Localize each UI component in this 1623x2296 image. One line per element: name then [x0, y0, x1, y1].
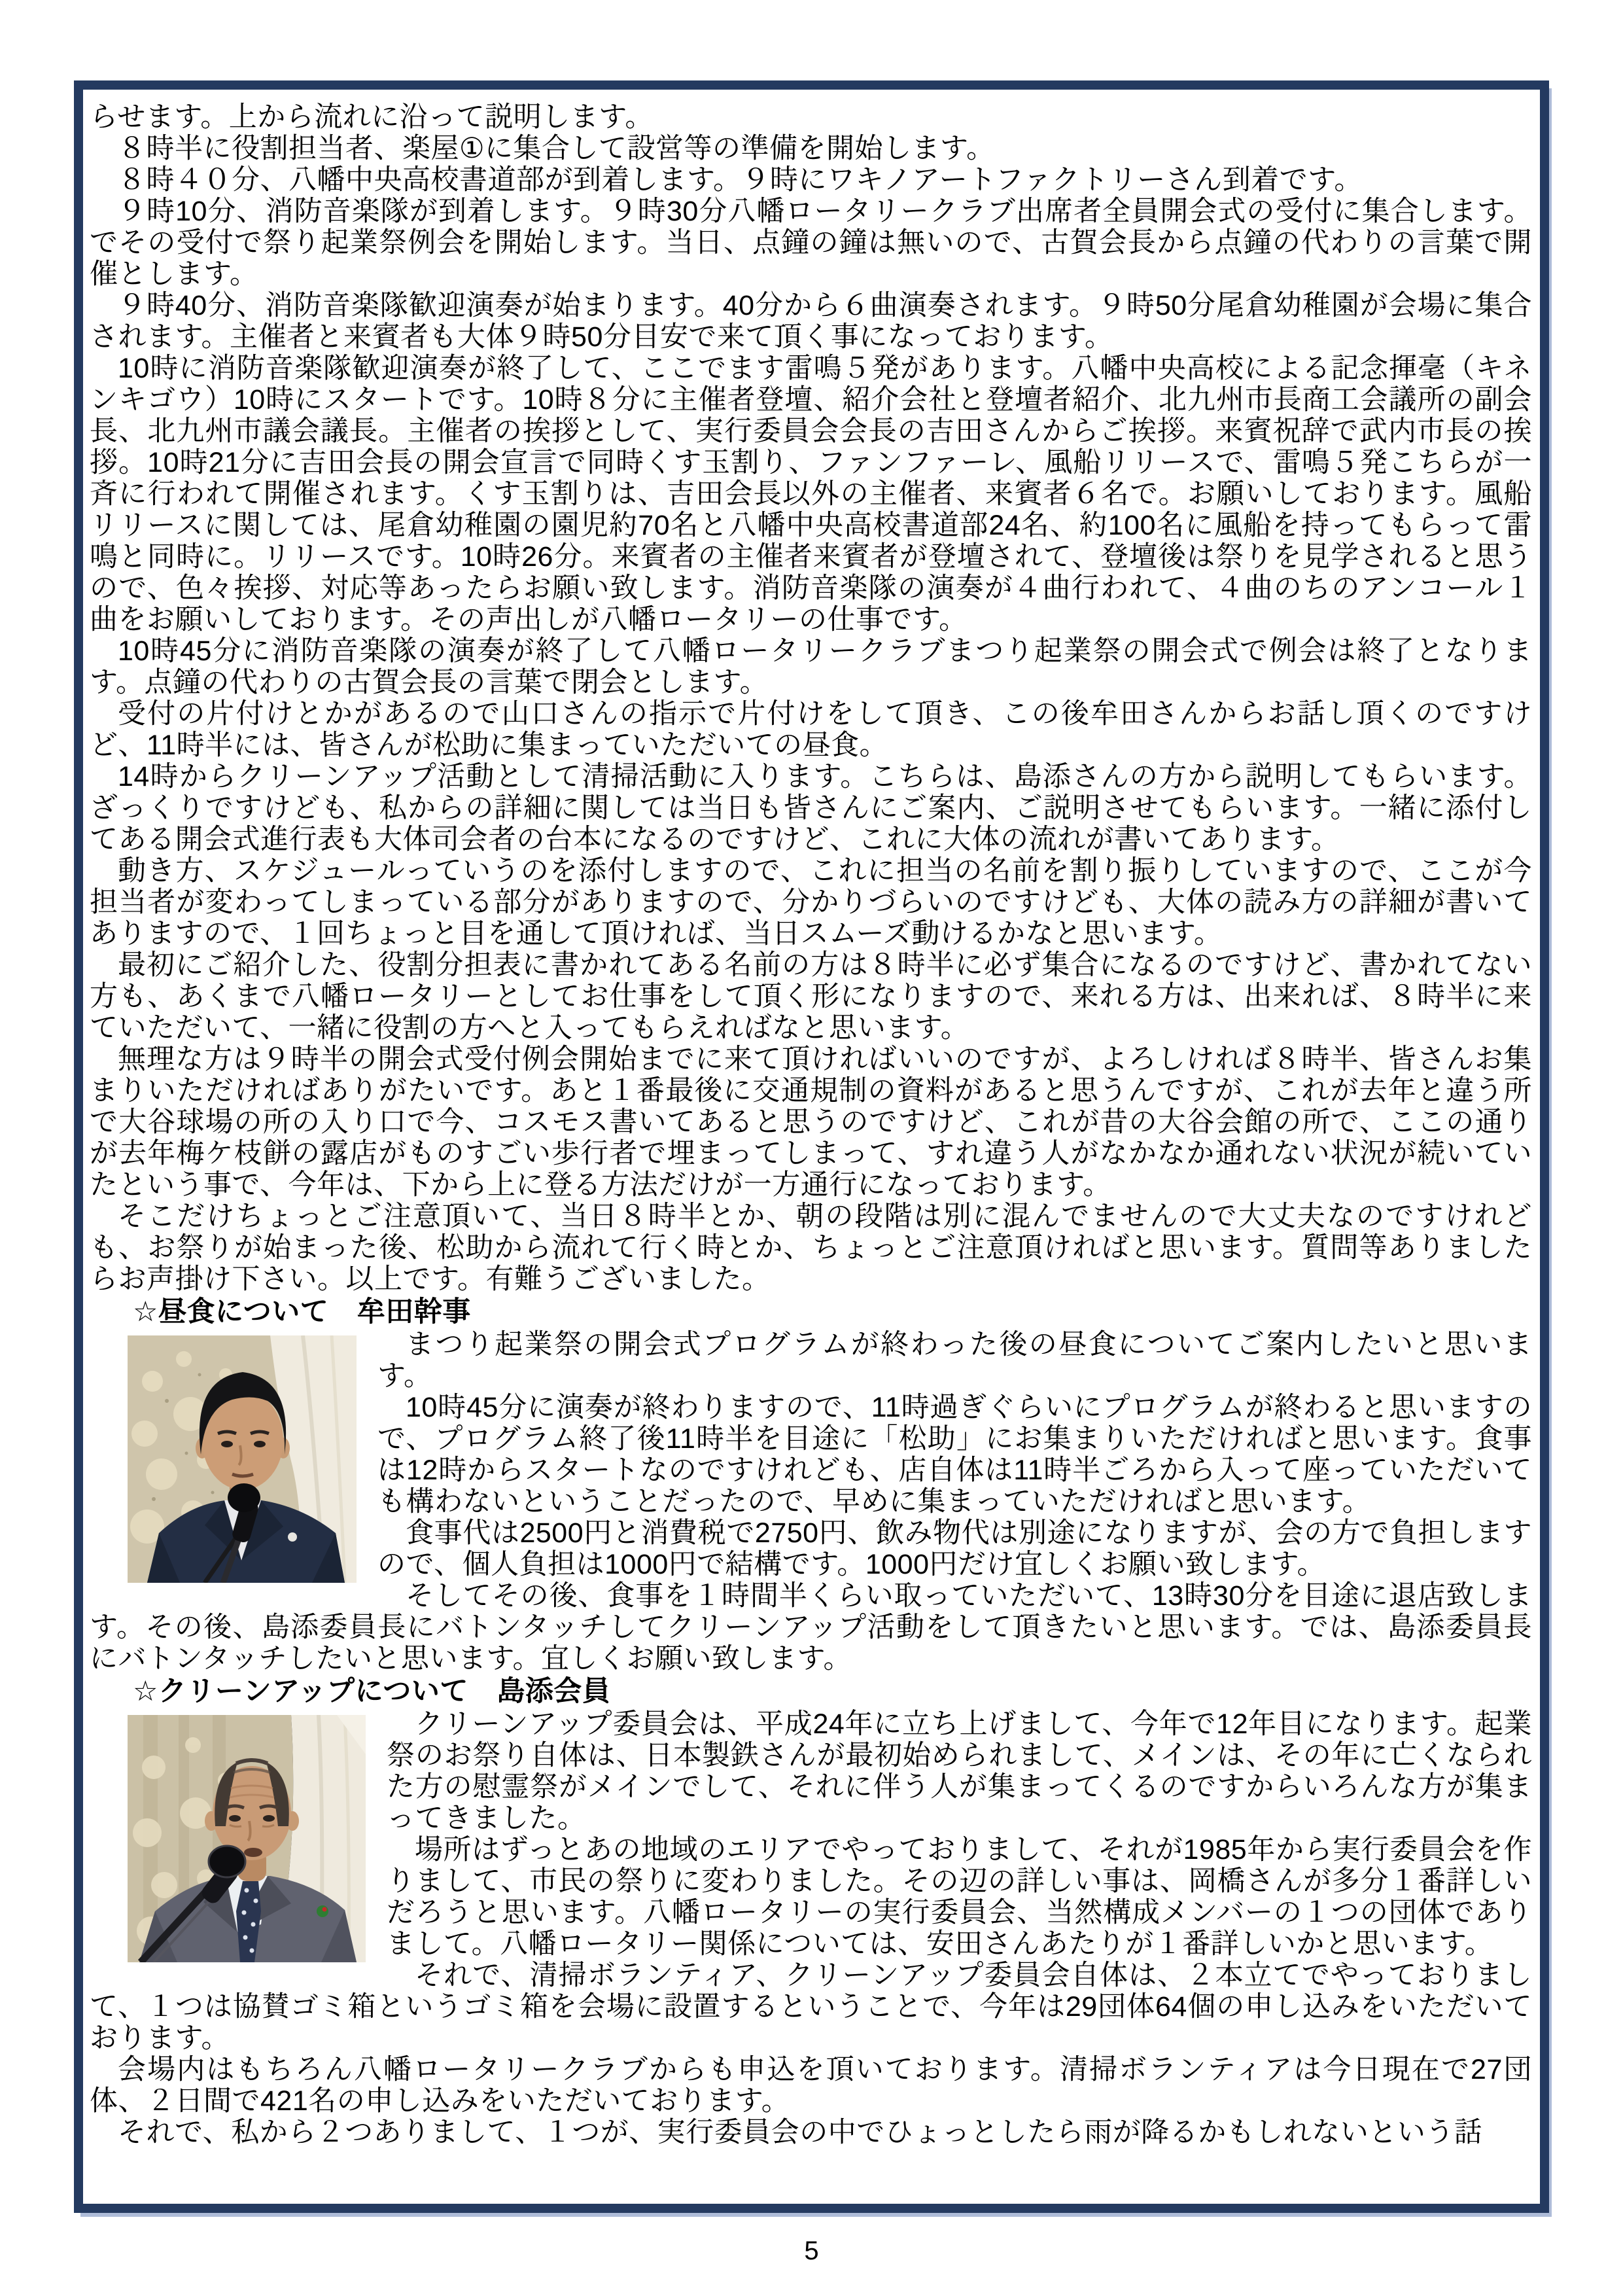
section-paragraph: それで、私から２つありまして、１つが、実行委員会の中でひょっとしたら雨が降るかもしれないという話 — [118, 2117, 1483, 2148]
body-paragraph: ８時４０分、八幡中央高校書道部が到着します。９時にワキノアートファクトリーさん到着です。 — [118, 164, 1363, 196]
shimazoe-photo-illustration — [128, 1715, 366, 1962]
body-paragraph: ８時半に役割担当者、楽屋①に集合して設営等の準備を開始します。 — [118, 133, 995, 164]
body-paragraph: 14時からクリーンアップ活動として清掃活動に入ります。こちらは、島添さんの方から説明してもらいます。ざっくりですけども、私からの詳細に関しては当日も皆さんにご案内、ご説明させてもらいます。一緒に添付してある開会式進行表も大体司会者の台本になるのですけど、これに大体の流れが書いてあります。 — [90, 761, 1532, 855]
body-paragraph: 10時45分に消防音楽隊の演奏が終了して八幡ロータリークラブまつり起業祭の開会式で例会は終了となります。点鐘の代わりの古賀会長の言葉で閉会とします。 — [90, 635, 1532, 698]
body-paragraph: 無理な方は９時半の開会式受付例会開始までに来て頂ければいいのですが、よろしければ８時半、皆さんお集まりいただければありがたいです。あと１番最後に交通規制の資料があると思うんですが、これが去年と違う所で大谷球場の所の入り口で今、コスモス書いてあると思うのですけど、これが昔の大谷会館の所で、ここの通りが去年梅ケ枝餅の露店がものすごい歩行者で埋まってしまって、すれ違う人がなかなか通れない状況が続いていたという事で、今年は、下から上に登る方法だけが一方通行になっております。 — [90, 1044, 1532, 1201]
section-heading-cleanup: ☆クリーンアップについて 島添会員 — [133, 1676, 611, 1707]
page-content — [83, 90, 1540, 2204]
body-paragraph: 動き方、スケジュールっていうのを添付しますので、これに担当の名前を割り振りしていますので、ここが今担当者が変わってしまっている部分がありますので、分かりづらいのですけども、大体の読み方の詳細が書いてありますので、１回ちょっと目を通して頂ければ、当日スムーズ動けるかなと思います。 — [90, 855, 1532, 949]
section-paragraph: それで、清掃ボランティア、クリーンアップ委員会自体は、２本立てでやっておりまして、１つは協賛ゴミ箱というゴミ箱を会場に設置するということで、今年は29団体64個の申し込みをいただいております。 — [90, 1960, 1532, 2054]
section-paragraph: 場所はずっとあの地域のエリアでやっておりまして、それが1985年から実行委員会を作りまして、市民の祭りに変わりました。その辺の詳しい事は、岡橋さんが多分１番詳しいだろうと思います。八幡ロータリーの実行委員会、当然構成メンバーの１つの団体でありまして。八幡ロータリー関係については、安田さんあたりが１番詳しいかと思います。 — [387, 1834, 1532, 1960]
body-paragraph: ９時40分、消防音楽隊歓迎演奏が始まります。40分から６曲演奏されます。９時50分尾倉幼稚園が会場に集合されます。主催者と来賓者も大体９時50分目安で来て頂く事になっております。 — [90, 290, 1532, 353]
section-paragraph: 食事代は2500円と消費税で2750円、飲み物代は別途になりますが、会の方で負担しますので、個人負担は1000円で結構です。1000円だけ宜しくお願い致します。 — [377, 1517, 1532, 1580]
body-paragraph: らせます。上から流れに沿って説明します。 — [90, 101, 654, 133]
body-paragraph: 最初にご紹介した、役割分担表に書かれてある名前の方は８時半に必ず集合になるのですけど、書かれてない方も、あくまで八幡ロータリーとしてお仕事をして頂く形になりますので、来れる方は、出来れば、８時半に来ていただいて、一緒に役割の方へと入ってもらえればなと思います。 — [90, 949, 1532, 1044]
muta-photo-illustration — [128, 1335, 357, 1583]
section-lunch — [90, 1329, 1532, 1674]
section-paragraph: 会場内はもちろん八幡ロータリークラブからも申込を頂いております。清掃ボランティアは今日現在で27団体、２日間で421名の申し込みをいただいております。 — [90, 2054, 1532, 2117]
lapel-pin — [317, 1905, 328, 1917]
body-paragraph: 10時に消防音楽隊歓迎演奏が終了して、ここでます雷鳴５発があります。八幡中央高校による記念揮毫（キネンキゴウ）10時にスタートです。10時８分に主催者登壇、紹介会社と登壇者紹介、北九州市長商工会議所の副会長、北九州市議会議長。主催者の挨拶として、実行委員会会長の吉田さんからご挨拶。来賓祝辞で武内市長の挨拶。10時21分に吉田会長の開会宣言で同時くす玉割り、ファンファーレ、風船リリースで、雷鳴５発こちらが一斉に行われて開催されます。くす玉割りは、吉田会長以外の主催者、来賓者６名で。お願いしております。風船リリースに関しては、尾倉幼稚園の園児約70名と八幡中央高校書道部24名、約100名に風船を持ってもらって雷鳴と同時に。リリースです。10時26分。来賓者の主催者来賓者が登壇されて、登壇後は祭りを見学されると思うので、色々挨拶、対応等あったらお願い致します。消防音楽隊の演奏が４曲行われて、４曲のちのアンコール１曲をお願いしております。その声出しが八幡ロータリーの仕事です。 — [90, 353, 1532, 635]
page-border-frame — [74, 80, 1549, 2213]
section-paragraph: そしてその後、食事を１時間半くらい取っていただいて、13時30分を目途に退店致します。その後、島添委員長にバトンタッチしてクリーンアップ活動をして頂きたいと思います。では、島添委員長にバトンタッチしたいと思います。宜しくお願い致します。 — [90, 1580, 1532, 1674]
body-paragraph: 受付の片付けとかがあるので山口さんの指示で片付けをして頂き、この後牟田さんからお話し頂くのですけど、11時半には、皆さんが松助に集まっていただいての昼食。 — [90, 698, 1532, 761]
section-paragraph: まつり起業祭の開会式プログラムが終わった後の昼食についてご案内したいと思います。 — [377, 1329, 1532, 1392]
lapel-pin — [288, 1532, 297, 1542]
section-heading-lunch: ☆昼食について 牟田幹事 — [133, 1296, 471, 1328]
section-cleanup — [90, 1708, 1532, 2148]
body-paragraph: ９時10分、消防音楽隊が到着します。９時30分八幡ロータリークラブ出席者全員開会式の受付に集合します。でその受付で祭り起業祭例会を開始します。当日、点鐘の鐘は無いので、古賀会長から点鐘の代わりの言葉で開催とします。 — [90, 196, 1532, 290]
muta-speaking-photo — [128, 1335, 357, 1583]
section-paragraph: クリーンアップ委員会は、平成24年に立ち上げまして、今年で12年目になります。起業祭のお祭り自体は、日本製鉄さんが最初始められまして、メインは、その年に亡くなられた方の慰霊祭がメインでして、それに伴う人が集まってくるのですからいろんな方が集まってきました。 — [387, 1708, 1532, 1834]
body-paragraph: そこだけちょっとご注意頂いて、当日８時半とか、朝の段階は別に混んでませんので大丈夫なのですけれども、お祭りが始まった後、松助から流れて行く時とか、ちょっとご注意頂ければと思います。質問等ありましたらお声掛け下さい。以上です。有難うございました。 — [90, 1201, 1532, 1295]
open-mouth — [244, 1848, 262, 1857]
page-number: 5 — [804, 2236, 819, 2265]
shimazoe-speaking-photo — [128, 1715, 366, 1962]
section-paragraph: 10時45分に演奏が終わりますので、11時過ぎぐらいにプログラムが終わると思いますので、プログラム終了後11時半を目途に「松助」にお集まりいただければと思います。食事は12時からスタートなのですけれども、店自体は11時半ごろから入って座っていただいても構わないということだったので、早めに集まっていただければと思います。 — [377, 1392, 1532, 1517]
